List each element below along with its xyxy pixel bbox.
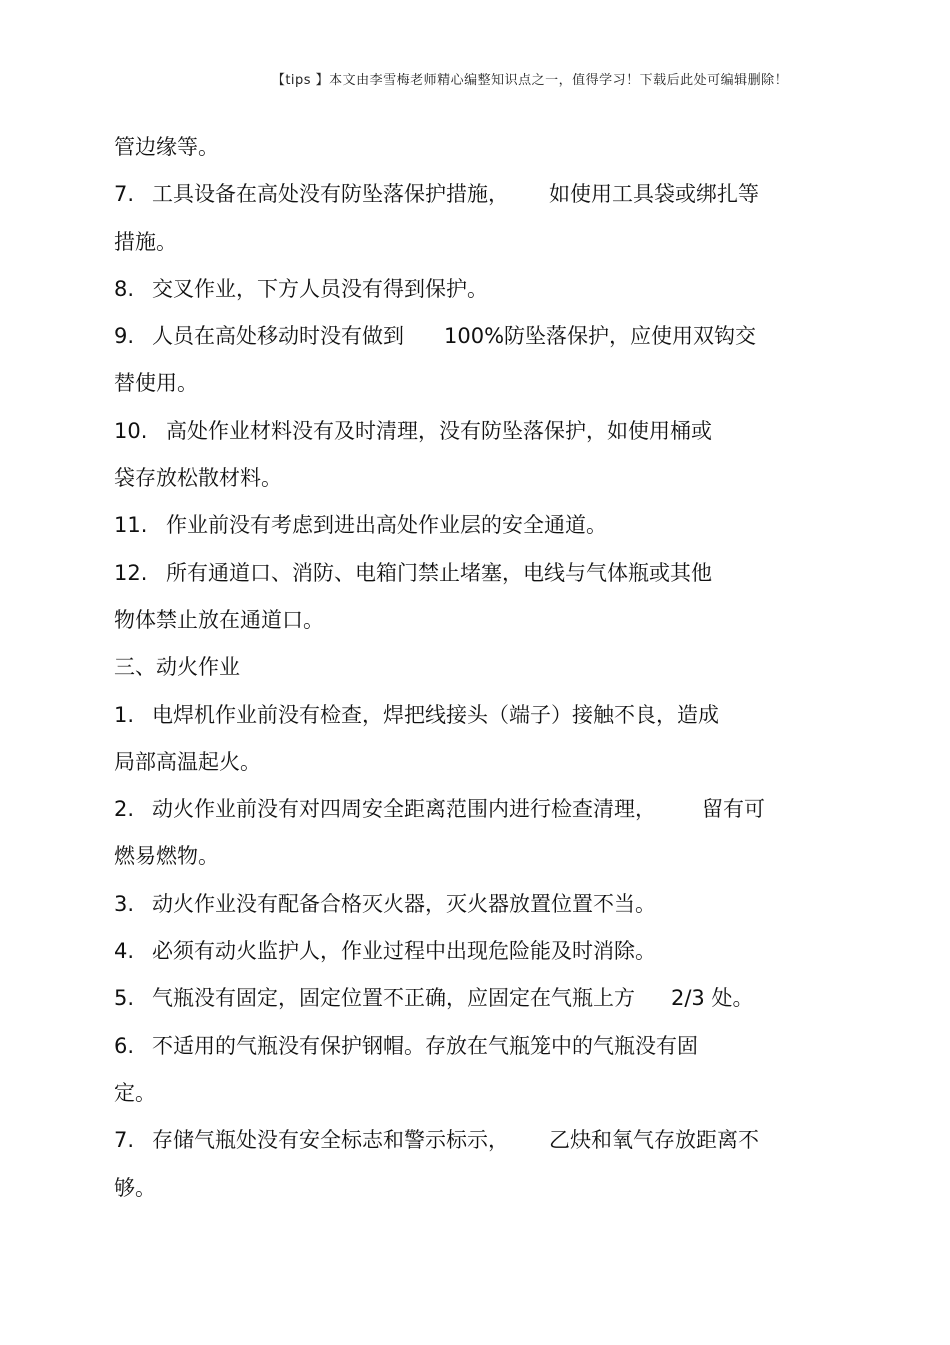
text-line bbox=[114, 222, 844, 269]
item-number: 10. bbox=[114, 418, 148, 443]
line-text: 不适用的气瓶没有保护钢帽。存放在气瓶笼中的气瓶没有固 bbox=[152, 1033, 698, 1058]
text-line bbox=[114, 458, 844, 505]
item-number: 2. bbox=[114, 797, 135, 822]
list-item-2 bbox=[114, 789, 844, 836]
line-text: 够。 bbox=[114, 1175, 156, 1200]
list-item-7 bbox=[114, 174, 844, 221]
line-text: 物体禁止放在通道口。 bbox=[114, 607, 324, 632]
line-text-tail: 如使用工具袋或绑扎等 bbox=[549, 182, 759, 207]
line-text: 作业前没有考虑到进出高处作业层的安全通道。 bbox=[166, 513, 607, 538]
line-text: 高处作业材料没有及时清理，没有防坠落保护，如使用桶或 bbox=[166, 418, 712, 443]
text-line bbox=[114, 1168, 844, 1215]
list-item-5 bbox=[114, 978, 844, 1025]
item-number: 4. bbox=[114, 939, 135, 964]
line-text-tail: 留有可 bbox=[702, 797, 765, 822]
section-heading bbox=[114, 647, 844, 694]
item-number: 1. bbox=[114, 702, 135, 727]
line-text: 替使用。 bbox=[114, 371, 198, 396]
line-text: 工具设备在高处没有防坠落保护措施， bbox=[152, 182, 509, 207]
list-item-11 bbox=[114, 505, 844, 552]
item-number: 12. bbox=[114, 560, 148, 585]
text-line bbox=[114, 363, 844, 410]
list-item-10 bbox=[114, 411, 844, 458]
text-line bbox=[114, 600, 844, 647]
item-number: 6. bbox=[114, 1033, 135, 1058]
line-text: 必须有动火监护人，作业过程中出现危险能及时消除。 bbox=[152, 939, 656, 964]
line-text: 动火作业前没有对四周安全距离范围内进行检查清理， bbox=[152, 797, 656, 822]
list-item-4 bbox=[114, 931, 844, 978]
line-text: 动火作业没有配备合格灭火器，灭火器放置位置不当。 bbox=[152, 891, 656, 916]
line-text: 定。 bbox=[114, 1080, 156, 1105]
line-text: 袋存放松散材料。 bbox=[114, 466, 282, 491]
text-line bbox=[114, 127, 844, 174]
list-item-12 bbox=[114, 553, 844, 600]
line-text-tail: 2/3 处。 bbox=[671, 986, 754, 1011]
list-item-6 bbox=[114, 1026, 844, 1073]
list-item-9 bbox=[114, 316, 844, 363]
text-line bbox=[114, 836, 844, 883]
line-text-tail: 100%防坠落保护，应使用双钩交 bbox=[444, 324, 757, 349]
line-text: 气瓶没有固定，固定位置不正确，应固定在气瓶上方 bbox=[152, 986, 635, 1011]
item-number: 8. bbox=[114, 276, 135, 301]
list-item-3 bbox=[114, 884, 844, 931]
section-heading-text: 三、动火作业 bbox=[114, 655, 240, 680]
line-text: 所有通道口、消防、电箱门禁止堵塞，电线与气体瓶或其他 bbox=[166, 560, 712, 585]
item-number: 7. bbox=[114, 1128, 135, 1153]
header-tips-note: 【tips 】本文由李雪梅老师精心编整知识点之一，值得学习！下载后此处可编辑删除！ bbox=[271, 73, 789, 88]
item-number: 9. bbox=[114, 324, 135, 349]
document-body bbox=[114, 127, 844, 1215]
line-text: 措施。 bbox=[114, 229, 177, 254]
line-text: 局部高温起火。 bbox=[114, 749, 261, 774]
line-text-tail: 乙炔和氧气存放距离不 bbox=[549, 1128, 759, 1153]
line-text: 燃易燃物。 bbox=[114, 844, 219, 869]
list-item-1 bbox=[114, 695, 844, 742]
text-line bbox=[114, 1073, 844, 1120]
line-text: 交叉作业，下方人员没有得到保护。 bbox=[152, 276, 488, 301]
list-item-8 bbox=[114, 269, 844, 316]
item-number: 7. bbox=[114, 182, 135, 207]
item-number: 11. bbox=[114, 513, 148, 538]
line-text: 管边缘等。 bbox=[114, 135, 219, 159]
text-line bbox=[114, 742, 844, 789]
line-text: 电焊机作业前没有检查，焊把线接头（端子）接触不良，造成 bbox=[152, 702, 719, 727]
line-text: 存储气瓶处没有安全标志和警示标示， bbox=[152, 1128, 509, 1153]
item-number: 5. bbox=[114, 986, 135, 1011]
list-item-7b bbox=[114, 1120, 844, 1167]
item-number: 3. bbox=[114, 891, 135, 916]
line-text: 人员在高处移动时没有做到 bbox=[152, 324, 404, 349]
